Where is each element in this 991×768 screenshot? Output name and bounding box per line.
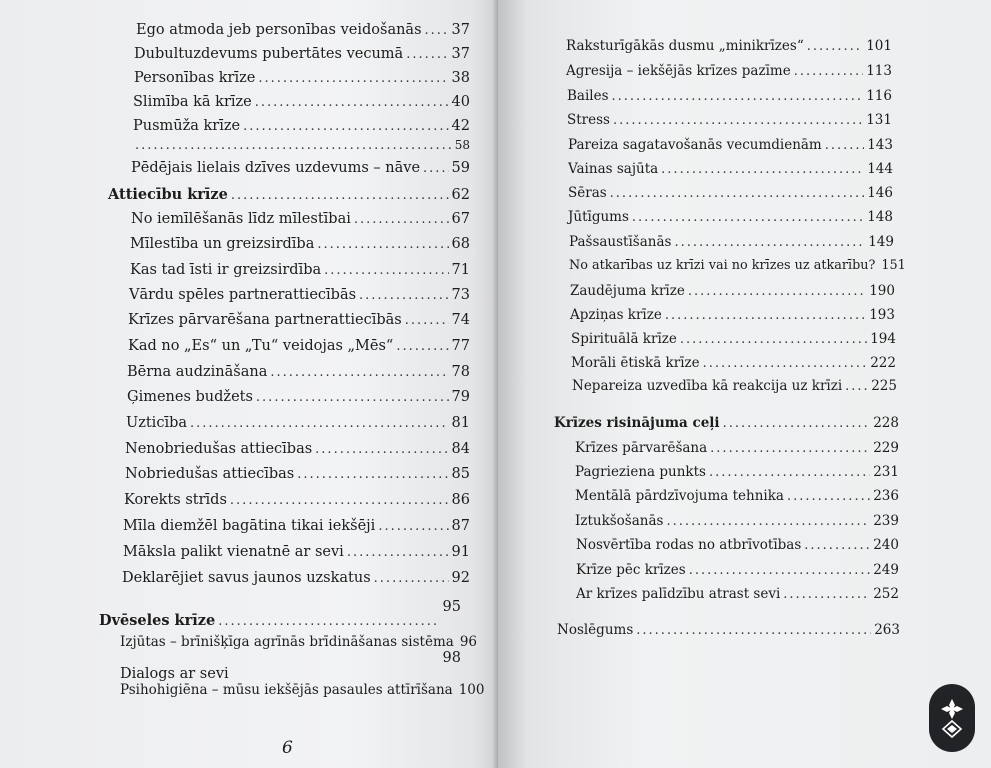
- toc-entry: Pašsaustīšanās ..... 149: [569, 234, 894, 250]
- toc-entry: Ģimenes budžets ..... 79: [127, 389, 470, 405]
- toc-entry: Pareiza sagatavošanās vecumdienām ..... 143: [568, 137, 893, 153]
- toc-entry: Stress ..... 131: [567, 112, 892, 128]
- toc-entry: Vainas sajūta ..... 144: [568, 161, 893, 177]
- toc-entry: Vārdu spēles partnerattiecībās ..... 73: [129, 287, 470, 303]
- toc-entry: Nobriedušas attiecības ..... 85: [125, 466, 470, 482]
- toc-entry: Korekts strīds ..... 86: [124, 492, 470, 508]
- right-page: [498, 0, 991, 768]
- toc-entry: Noslēgums ..... 263: [557, 622, 900, 638]
- toc-section: Dvēseles krīze ..... 95: [99, 612, 461, 629]
- toc-entry: Pēdējais lielais dzīves uzdevums – nāve ..... 59: [131, 160, 470, 176]
- toc-entry: Dialogs ar sevi 98: [120, 650, 461, 682]
- toc-entry: Pusmūža krīze ..... 42: [133, 118, 470, 134]
- toc-entry: Krīzes pārvarēšana ..... 229: [575, 440, 899, 456]
- toc-entry: ..... 58: [132, 138, 470, 153]
- toc-entry: Jūtīgums ..... 148: [568, 209, 893, 225]
- toc-entry: Pagrieziena punkts ..... 231: [575, 464, 899, 480]
- toc-entry: Nenobriedušas attiecības ..... 84: [125, 441, 470, 457]
- toc-entry: Zaudējuma krīze ..... 190: [570, 283, 895, 299]
- toc-entry: Raksturīgākās dusmu „minikrīzes“ ..... 101: [566, 38, 892, 54]
- toc-entry: Izjūtas – brīnišķīga agrīnās brīdināšanas sistēma 96: [120, 634, 477, 650]
- toc-entry: Nepareiza uzvedība kā reakcija uz krīzi ..... 225: [572, 378, 897, 394]
- toc-entry: Mentālā pārdzīvojuma tehnika ..... 236: [575, 488, 899, 504]
- logo-mark: [937, 695, 967, 741]
- toc-entry: No iemīlēšanās līdz mīlestībai ..... 67: [131, 211, 470, 227]
- toc-entry: Slimība kā krīze ..... 40: [133, 94, 470, 110]
- toc-section: Attiecību krīze ..... 62: [108, 186, 470, 203]
- toc-entry: Ar krīzes palīdzību atrast sevi ..... 252: [576, 586, 899, 602]
- toc-entry: Ego atmoda jeb personības veidošanās ..... 37: [136, 22, 470, 38]
- toc-entry: Sēras ..... 146: [568, 185, 893, 201]
- toc-entry: Morāli ētiskā krīze ..... 222: [571, 355, 896, 371]
- toc-entry: Iztukšošanās ..... 239: [575, 513, 899, 529]
- toc-entry: Uzticība ..... 81: [126, 415, 470, 431]
- toc-entry: Nosvērtība rodas no atbrīvotības ..... 240: [576, 537, 899, 553]
- toc-section: Krīzes risinājuma ceļi ..... 228: [554, 415, 899, 431]
- diamond-star-logo-icon: [929, 684, 975, 752]
- toc-entry: Agresija – iekšējās krīzes pazīme ..... 113: [566, 63, 892, 79]
- toc-entry: Krīzes pārvarēšana partnerattiecībās ..... 74: [128, 312, 470, 328]
- toc-entry: Māksla palikt vienatnē ar sevi ..... 91: [123, 544, 470, 560]
- toc-entry: Kas tad īsti ir greizsirdība ..... 71: [130, 262, 470, 278]
- toc-entry: Dubultuzdevums pubertātes vecumā ..... 37: [134, 46, 470, 62]
- toc-entry: Bērna audzināšana ..... 78: [127, 364, 470, 380]
- toc-entry: Kad no „Es“ un „Tu“ veidojas „Mēs“ ..... 77: [128, 338, 470, 354]
- toc-entry: Krīze pēc krīzes ..... 249: [576, 562, 899, 578]
- toc-entry: No atkarības uz krīzi vai no krīzes uz atkarību? 151: [569, 258, 906, 273]
- toc-entry: Spirituālā krīze ..... 194: [571, 331, 896, 347]
- toc-entry: Mīlestība un greizsirdība ..... 68: [130, 236, 470, 252]
- toc-entry: Apziņas krīze ..... 193: [570, 307, 895, 323]
- toc-entry: Personības krīze ..... 38: [134, 70, 470, 86]
- page-number: 6: [282, 738, 293, 758]
- toc-entry: Bailes ..... 116: [567, 88, 892, 104]
- toc-entry: Psihohigiēna – mūsu iekšējās pasaules attīrīšana 100: [120, 682, 485, 698]
- toc-entry: Mīla diemžēl bagātina tikai iekšēji ..... 87: [123, 518, 470, 534]
- toc-entry: Deklarējiet savus jaunos uzskatus ..... 92: [122, 570, 470, 586]
